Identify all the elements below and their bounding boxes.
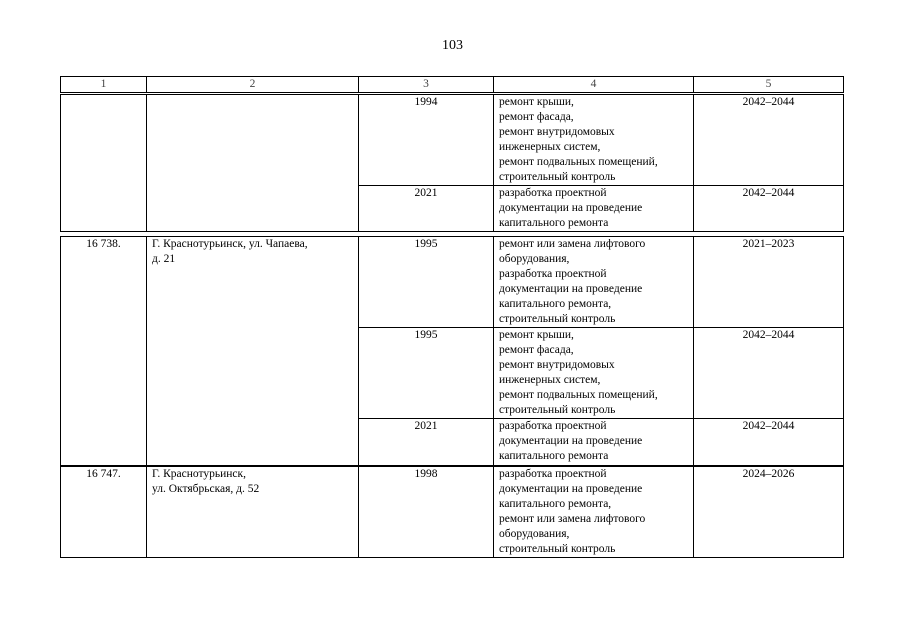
work-line: ремонт крыши, xyxy=(499,329,574,341)
work-line: строительный контроль xyxy=(499,404,616,416)
work-line: ремонт крыши, xyxy=(499,96,574,108)
period-cell: 2024–2026 xyxy=(694,467,844,558)
address-cell xyxy=(147,467,359,558)
work-line: ремонт фасада, xyxy=(499,344,574,356)
period-cell: 2042–2044 xyxy=(694,95,844,186)
work-line: капитального ремонта xyxy=(499,217,609,229)
work-cell xyxy=(494,95,694,186)
table-row xyxy=(61,95,844,186)
column-number-5: 5 xyxy=(694,77,844,93)
work-line: оборудования, xyxy=(499,253,570,265)
record-number-cell: 16 747. xyxy=(61,467,147,558)
work-line: ремонт внутридомовых xyxy=(499,126,615,138)
work-cell xyxy=(494,186,694,232)
work-line: разработка проектной xyxy=(499,187,607,199)
table-row xyxy=(61,237,844,328)
record-block-16738 xyxy=(60,236,844,466)
work-line: строительный контроль xyxy=(499,171,616,183)
work-line: оборудования, xyxy=(499,528,570,540)
work-line: строительный контроль xyxy=(499,543,616,555)
year-cell: 2021 xyxy=(359,419,494,466)
address-cell xyxy=(147,237,359,466)
work-line: инженерных систем, xyxy=(499,374,601,386)
work-line: ремонт подвальных помещений, xyxy=(499,389,658,401)
column-number-2: 2 xyxy=(147,77,359,93)
work-cell xyxy=(494,467,694,558)
record-block-16747 xyxy=(60,466,844,558)
work-line: строительный контроль xyxy=(499,313,616,325)
year-cell: 2021 xyxy=(359,186,494,232)
period-cell: 2021–2023 xyxy=(694,237,844,328)
work-line: капитального ремонта, xyxy=(499,498,612,510)
column-number-header xyxy=(60,76,844,93)
period-cell: 2042–2044 xyxy=(694,419,844,466)
work-line: разработка проектной xyxy=(499,468,607,480)
period-cell: 2042–2044 xyxy=(694,328,844,419)
address-line: Г. Краснотурьинск, xyxy=(152,468,246,480)
period-cell: 2042–2044 xyxy=(694,186,844,232)
column-number-4: 4 xyxy=(494,77,694,93)
work-cell xyxy=(494,328,694,419)
record-number-cell xyxy=(61,95,147,232)
work-line: разработка проектной xyxy=(499,420,607,432)
page-number: 103 xyxy=(442,38,463,53)
work-line: документации на проведение xyxy=(499,283,643,295)
address-line: Г. Краснотурьинск, ул. Чапаева, xyxy=(152,238,308,250)
address-line: ул. Октябрьская, д. 52 xyxy=(152,483,260,495)
work-line: документации на проведение xyxy=(499,435,643,447)
work-line: разработка проектной xyxy=(499,268,607,280)
year-cell: 1995 xyxy=(359,328,494,419)
record-number-cell: 16 738. xyxy=(61,237,147,466)
work-line: документации на проведение xyxy=(499,202,643,214)
table-row xyxy=(61,467,844,558)
column-number-3: 3 xyxy=(359,77,494,93)
work-line: капитального ремонта, xyxy=(499,298,612,310)
work-cell xyxy=(494,419,694,466)
column-number-1: 1 xyxy=(61,77,147,93)
year-cell: 1995 xyxy=(359,237,494,328)
work-line: ремонт или замена лифтового xyxy=(499,238,646,250)
work-line: инженерных систем, xyxy=(499,141,601,153)
work-line: ремонт или замена лифтового xyxy=(499,513,646,525)
work-line: капитального ремонта xyxy=(499,450,609,462)
record-block-continuation xyxy=(60,94,844,232)
address-cell xyxy=(147,95,359,232)
year-cell: 1998 xyxy=(359,467,494,558)
year-cell: 1994 xyxy=(359,95,494,186)
work-line: ремонт внутридомовых xyxy=(499,359,615,371)
work-line: документации на проведение xyxy=(499,483,643,495)
work-cell xyxy=(494,237,694,328)
work-line: ремонт фасада, xyxy=(499,111,574,123)
address-line: д. 21 xyxy=(152,253,176,265)
work-line: ремонт подвальных помещений, xyxy=(499,156,658,168)
